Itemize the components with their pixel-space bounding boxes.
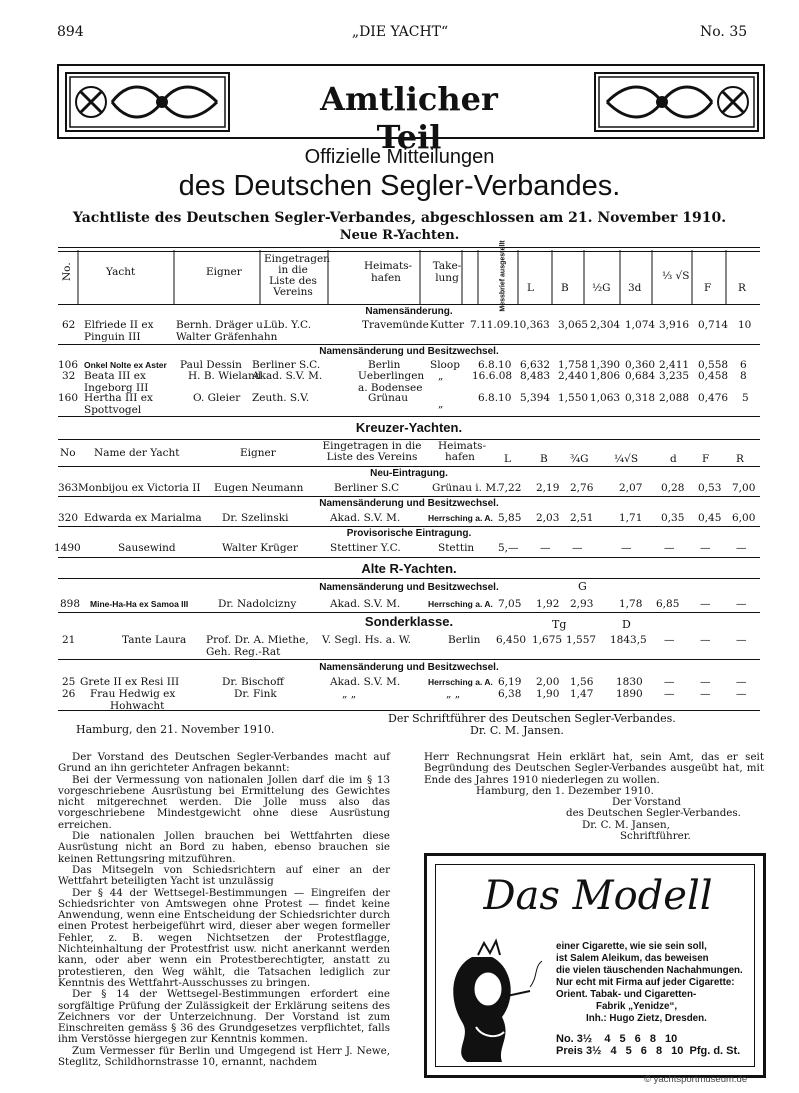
cell: „ bbox=[438, 370, 444, 382]
cell: H. B. Wieland bbox=[188, 370, 262, 382]
cell: Dr. Szelinski bbox=[222, 512, 289, 524]
no-values: 4 5 6 8 10 bbox=[604, 1033, 678, 1045]
paragraph: Der § 14 der Wettsegel-Bestimmungen erfordert eine sorgfältige Prüfung der Zulässigkeit der Erklärung seitens des Zeichners vor der Unterzeichnung. Der Vorstand ist zum Einschreiten gemäss § 36 des Grundgesetzes verpflichtet, falls ihm Verstösse hiergegen zur Kenntnis kommen. bbox=[58, 988, 390, 1046]
cell: 6,450 bbox=[496, 634, 527, 646]
cell: — bbox=[621, 542, 632, 554]
cell: 0,45 bbox=[698, 512, 722, 524]
col-G: ¾G bbox=[570, 453, 589, 465]
cell: Frau Hedwig ex bbox=[90, 688, 176, 700]
cell: Travemünde bbox=[362, 319, 429, 331]
subheading: Namensänderung und Besitzwechsel. bbox=[319, 346, 499, 357]
col-messbrief: Messbrief ausgestellt bbox=[499, 240, 507, 312]
cell: Akad. S.V. M. bbox=[330, 676, 401, 688]
cell: 7,05 bbox=[498, 598, 522, 610]
cell: 1,92 bbox=[536, 598, 560, 610]
cell: 2,19 bbox=[536, 482, 560, 494]
cell: 32 bbox=[62, 370, 76, 382]
col-G: G bbox=[578, 580, 587, 593]
cell: 2,76 bbox=[570, 482, 594, 494]
cell: Onkel Nolte ex Aster bbox=[84, 360, 167, 370]
table-row bbox=[58, 598, 760, 610]
ad-line: einer Cigarette, wie sie sein soll, bbox=[556, 941, 707, 952]
col-takelung: Take-lung bbox=[432, 260, 462, 284]
advertisement bbox=[424, 853, 766, 1078]
preis-values: 4 5 6 8 10 bbox=[610, 1045, 684, 1057]
cell: — bbox=[736, 542, 747, 554]
cell: 7.11.09. bbox=[470, 319, 514, 331]
table-row bbox=[58, 634, 760, 658]
cell: 16.6.08 bbox=[472, 370, 513, 382]
subheading: Namensänderung und Besitzwechsel. bbox=[319, 662, 499, 673]
cell: 1,390 bbox=[590, 359, 621, 371]
table-row bbox=[58, 676, 760, 688]
cell: 0,360 bbox=[625, 359, 656, 371]
cell: 1,78 bbox=[619, 598, 643, 610]
table-row bbox=[58, 512, 760, 524]
table-header-dividers bbox=[58, 250, 760, 304]
cell: 1830 bbox=[616, 676, 643, 688]
cell: — bbox=[700, 634, 711, 646]
col-yacht: Yacht bbox=[106, 266, 136, 278]
sign-name: Dr. C. M. Jansen. bbox=[470, 724, 564, 737]
table-row bbox=[58, 370, 760, 394]
col-G: ½G bbox=[592, 282, 611, 294]
cell: Edwarda ex Marialma bbox=[84, 512, 202, 524]
cell: „ „ bbox=[342, 688, 357, 700]
rule bbox=[58, 526, 760, 527]
cell: 6,632 bbox=[520, 359, 551, 371]
cell: 10,363 bbox=[513, 319, 550, 331]
col-eigner: Eigner bbox=[240, 447, 276, 459]
cell: — bbox=[700, 542, 711, 554]
col-S: ¼√S bbox=[614, 453, 639, 465]
rule bbox=[58, 710, 760, 711]
paragraph: Der Vorstand des Deutschen Segler-Verbandes macht auf Grund an ihn gerichteter Anfragen bekannt: bbox=[58, 751, 390, 775]
cell: 2,088 bbox=[659, 392, 690, 404]
cell: Stettiner Y.C. bbox=[330, 542, 401, 554]
subheading: Namensänderung. bbox=[365, 306, 453, 317]
cell: — bbox=[664, 634, 675, 646]
no-label: No. 3½ bbox=[556, 1033, 593, 1045]
cell: 6,38 bbox=[498, 688, 522, 700]
heading-association: des Deutschen Segler-Verbandes. bbox=[178, 170, 621, 202]
cell: Berlin bbox=[368, 359, 401, 371]
col-3d: 3d bbox=[628, 282, 642, 294]
banner-title: Amtlicher Teil bbox=[320, 80, 498, 156]
col-R: R bbox=[736, 453, 744, 465]
cell: Dr. Fink bbox=[234, 688, 277, 700]
ad-line: Orient. Tabak- und Cigaretten- bbox=[556, 989, 697, 1000]
cell: 7,22 bbox=[498, 482, 522, 494]
cell: Berlin bbox=[448, 634, 481, 646]
section-alte: Alte R-Yachten. bbox=[361, 561, 457, 576]
rule bbox=[58, 557, 760, 558]
cell: „ bbox=[438, 398, 444, 410]
cell: Mine-Ha-Ha ex Samoa III bbox=[90, 599, 189, 609]
cell: Hertha III ex bbox=[84, 392, 153, 404]
cell: — bbox=[736, 598, 747, 610]
cell: 2,51 bbox=[570, 512, 594, 524]
cell: Grete II ex Resi III bbox=[80, 676, 180, 688]
ornament-left-icon bbox=[65, 72, 230, 132]
ornament-right-icon bbox=[594, 72, 759, 132]
cell: Lüb. Y.C. bbox=[264, 319, 312, 331]
col-B: B bbox=[561, 282, 569, 294]
cell: 8 bbox=[740, 370, 747, 382]
ad-title: Das Modell bbox=[483, 873, 713, 919]
cell: — bbox=[664, 688, 675, 700]
cell: 1,90 bbox=[536, 688, 560, 700]
cell: a. Bodensee bbox=[358, 382, 423, 394]
cell: 21 bbox=[62, 634, 76, 646]
ad-line: die vielen täuschenden Nachahmungen. bbox=[556, 965, 743, 976]
cell: 5 bbox=[742, 392, 749, 404]
cell: — bbox=[736, 688, 747, 700]
cell: Stettin bbox=[438, 542, 475, 554]
cell: 2,304 bbox=[590, 319, 621, 331]
cell: Sausewind bbox=[118, 542, 176, 554]
cell: 1,806 bbox=[590, 370, 621, 382]
watermark: © yachtsportmuseum.de bbox=[644, 1074, 748, 1085]
rule bbox=[58, 496, 760, 497]
cell: Herrsching a. A. bbox=[428, 513, 493, 523]
cell: Dr. Bischoff bbox=[222, 676, 284, 688]
cell: 2,411 bbox=[659, 359, 690, 371]
paragraph: Zum Vermesser für Berlin und Umgegend ist Herr J. Newe, Steglitz, Schildhornstrasse 10, ernannt, nachdem bbox=[58, 1044, 390, 1069]
cell: Sloop bbox=[430, 359, 460, 371]
section-kreuzer: Kreuzer-Yachten. bbox=[355, 420, 463, 435]
rule bbox=[58, 612, 760, 613]
col-D: D bbox=[622, 618, 631, 631]
cell: 1,675 bbox=[532, 634, 563, 646]
section-sonder: Sonderklasse. bbox=[364, 614, 454, 629]
cell: 3,235 bbox=[659, 370, 690, 382]
sign-line: Der Vorstand bbox=[612, 796, 681, 809]
cell: — bbox=[572, 542, 583, 554]
cell: Walter Krüger bbox=[222, 542, 298, 554]
cell: 8,483 bbox=[520, 370, 551, 382]
price-unit: Pfg. d. St. bbox=[689, 1045, 741, 1057]
col-name: Name der Yacht bbox=[94, 447, 180, 459]
cell: 6,00 bbox=[732, 512, 756, 524]
cell: 160 bbox=[58, 392, 79, 404]
table-row bbox=[54, 542, 760, 554]
cell: Akad. S.V. M. bbox=[330, 598, 401, 610]
col-no: No. bbox=[61, 262, 73, 281]
cell: — bbox=[736, 634, 747, 646]
subheading: Namensänderung und Besitzwechsel. bbox=[319, 582, 499, 593]
cell: Ueberlingen bbox=[358, 370, 425, 382]
cell: 0,714 bbox=[698, 319, 729, 331]
col-verein: Eingetragen in die Liste des Vereins bbox=[264, 253, 330, 298]
rule bbox=[58, 578, 760, 579]
cell: 3,065 bbox=[558, 319, 589, 331]
rule bbox=[58, 304, 760, 305]
subheading: Neu-Eintragung. bbox=[370, 468, 448, 479]
col-Tg: Tg bbox=[552, 618, 567, 631]
cell: — bbox=[540, 542, 551, 554]
heading-new-r-yachts: Neue R-Yachten. bbox=[339, 228, 460, 243]
woman-smoking-icon bbox=[442, 927, 554, 1067]
cell: 1843,5 bbox=[610, 634, 647, 646]
cell: Prof. Dr. A. Miethe, bbox=[206, 634, 309, 646]
issue-number: No. 35 bbox=[700, 24, 748, 40]
cell: 898 bbox=[60, 598, 81, 610]
cell: 363 bbox=[58, 482, 79, 494]
rule bbox=[58, 659, 760, 660]
table-header bbox=[58, 441, 760, 465]
sign-place: Hamburg, den 21. November 1910. bbox=[76, 723, 275, 736]
page-number: 894 bbox=[57, 24, 84, 40]
cell: Herrsching a. A. bbox=[428, 599, 493, 609]
cell: Spottvogel bbox=[84, 404, 142, 416]
cell: Walter Gräfenhahn bbox=[176, 331, 278, 343]
cell: 2,00 bbox=[536, 676, 560, 688]
ad-line: Nur echt mit Firma auf jeder Cigarette: bbox=[556, 977, 735, 988]
rule bbox=[58, 466, 760, 467]
cell: 1,47 bbox=[570, 688, 594, 700]
cell: Akad. S.V. M. bbox=[330, 512, 401, 524]
cell: Tante Laura bbox=[122, 634, 187, 646]
col-eigner: Eigner bbox=[206, 266, 242, 278]
cell: 10 bbox=[738, 319, 752, 331]
ad-line: Inh.: Hugo Zietz, Dresden. bbox=[586, 1013, 707, 1024]
rule bbox=[58, 416, 760, 417]
cell: — bbox=[700, 688, 711, 700]
cell: Paul Dessin bbox=[180, 359, 242, 371]
cell: 0,53 bbox=[698, 482, 722, 494]
preis-label: Preis 3½ bbox=[556, 1045, 602, 1057]
cell: O. Gleier bbox=[193, 392, 241, 404]
cell: 7,00 bbox=[732, 482, 756, 494]
cell: 0,35 bbox=[661, 512, 685, 524]
heading-official: Offizielle Mitteilungen bbox=[304, 146, 495, 168]
cell: 1,557 bbox=[566, 634, 597, 646]
ad-line: ist Salem Aleikum, das beweisen bbox=[556, 953, 709, 964]
left-column bbox=[58, 752, 390, 1068]
cell: 6,19 bbox=[498, 676, 522, 688]
official-banner bbox=[57, 64, 765, 156]
cell: 0,318 bbox=[625, 392, 656, 404]
col-no: No bbox=[60, 447, 76, 459]
date: Hamburg, den 1. Dezember 1910. bbox=[476, 784, 654, 797]
subheading: Provisorische Eintragung. bbox=[346, 528, 472, 539]
cell: Herrsching a. A. bbox=[428, 677, 493, 687]
cell: 5,394 bbox=[520, 392, 551, 404]
cell: — bbox=[664, 676, 675, 688]
journal-title: „DIE YACHT“ bbox=[351, 24, 449, 40]
col-L: L bbox=[504, 453, 511, 465]
cell: 1,074 bbox=[625, 319, 656, 331]
cell: Akad. S.V. M. bbox=[252, 370, 323, 382]
cell: Hohwacht bbox=[110, 700, 165, 712]
cell: 62 bbox=[62, 319, 76, 331]
cell: 1490 bbox=[54, 542, 81, 554]
cell: 5,85 bbox=[498, 512, 522, 524]
cell: 320 bbox=[58, 512, 79, 524]
cell: Dr. Nadolcizny bbox=[218, 598, 297, 610]
cell: Zeuth. S.V. bbox=[252, 392, 310, 404]
cell: 6.8.10 bbox=[478, 392, 512, 404]
cell: Eugen Neumann bbox=[214, 482, 304, 494]
subheading: Namensänderung und Besitzwechsel. bbox=[319, 498, 499, 509]
col-hafen: Heimats-hafen bbox=[438, 440, 487, 463]
price-table bbox=[556, 1033, 740, 1057]
paragraph: Herr Rechnungsrat Hein erklärt hat, sein Amt, das er seit Begründung des Deutschen Segler-Verbandes ausgeübt hat, mit Ende des Jahres 1910 niederlegen zu wollen. bbox=[424, 751, 764, 786]
paragraph: Die nationalen Jollen brauchen bei Wettfahrten diese Ausrüstung nicht an Bord zu haben, ebenso brauchen sie keinen Rettungsring mitzuführen. bbox=[58, 830, 390, 865]
cell: — bbox=[736, 676, 747, 688]
cell: Grünau bbox=[368, 392, 408, 404]
cell: 0,28 bbox=[661, 482, 685, 494]
cell: 0,458 bbox=[698, 370, 729, 382]
cell: 1,550 bbox=[558, 392, 589, 404]
col-R: R bbox=[738, 282, 746, 294]
ad-frame bbox=[435, 864, 755, 1067]
cell: 0,558 bbox=[698, 359, 729, 371]
paragraph: Der § 44 der Wettsegel-Bestimmungen — Eingreifen der Schiedsrichter von Amtswegen ohne Protest — findet keine Anwendung, wenn eine Entscheidung der Schiedsrichter durch einen Protest herbeigeführt wird, dieser aber wegen formeller Fehler, z. B. wegen Nichtsetzen der Protestflagge, Nichteinhaltung der Protestfrist usw. nicht anerkannt werden kann, oder aber wenn ein Protestberechtigter, anstatt zu protestieren, den Weg wählt, die Tatsachen lediglich zur Kenntnis des Wettfahrt-Ausschusses zu bringen. bbox=[58, 886, 390, 989]
cell: 5,— bbox=[498, 542, 519, 554]
col-L: L bbox=[527, 282, 534, 294]
cell: 2,03 bbox=[536, 512, 560, 524]
cell: Monbijou ex Victoria II bbox=[78, 482, 201, 494]
rule bbox=[58, 344, 760, 345]
cell: Beata III ex bbox=[84, 370, 146, 382]
sign-line: Schriftführer. bbox=[620, 830, 691, 843]
col-F: F bbox=[702, 453, 710, 465]
cell: 25 bbox=[62, 676, 76, 688]
heading-yachtlist: Yachtliste des Deutschen Segler-Verbandes, abgeschlossen am 21. November 1910. bbox=[72, 210, 727, 226]
cell: Geh. Reg.-Rat bbox=[206, 646, 281, 658]
sign-line: Dr. C. M. Jansen, bbox=[582, 818, 670, 831]
table-row bbox=[58, 392, 760, 416]
col-S: ⅓ √S bbox=[662, 270, 690, 282]
ad-text bbox=[556, 941, 756, 1025]
cell: Kutter bbox=[430, 319, 465, 331]
col-d: d bbox=[670, 453, 677, 465]
col-verein: Eingetragen in die Liste des Vereins bbox=[322, 440, 422, 463]
sign-line: des Deutschen Segler-Verbandes. bbox=[566, 807, 741, 820]
cell: 1,71 bbox=[619, 512, 643, 524]
col-hafen: Heimats-hafen bbox=[364, 260, 413, 284]
cell: Pinguin III bbox=[84, 331, 141, 343]
cell: Berliner S.C bbox=[334, 482, 400, 494]
cell: 1,56 bbox=[570, 676, 594, 688]
cell: 106 bbox=[58, 359, 79, 371]
col-F: F bbox=[704, 282, 712, 294]
cell: Bernh. Dräger u. bbox=[176, 319, 267, 331]
paragraph: Das Mitsegeln von Schiedsrichtern auf einer an der Wettfahrt beteiligten Yacht ist unzulässig bbox=[58, 863, 390, 888]
table-row bbox=[58, 319, 760, 345]
cell: — bbox=[700, 598, 711, 610]
cell: — bbox=[664, 542, 675, 554]
right-column bbox=[424, 752, 764, 842]
cell: Elfriede II ex bbox=[84, 319, 154, 331]
cell: Grünau i. M. bbox=[432, 482, 500, 494]
cell: Ingeborg III bbox=[84, 382, 149, 394]
cell: V. Segl. Hs. a. W. bbox=[322, 634, 412, 646]
cell: 2,440 bbox=[558, 370, 589, 382]
cell: 6,85 bbox=[656, 598, 680, 610]
cell: 1,758 bbox=[558, 359, 589, 371]
col-B: B bbox=[540, 453, 548, 465]
cell: 2,07 bbox=[619, 482, 643, 494]
cell: „ „ bbox=[446, 688, 461, 700]
cell: 1890 bbox=[616, 688, 643, 700]
cell: 26 bbox=[62, 688, 76, 700]
cell: 6.8.10 bbox=[478, 359, 512, 371]
ad-line: Fabrik „Yenidze“, bbox=[596, 1001, 678, 1012]
paragraph: Bei der Vermessung von nationalen Jollen darf die im § 13 vorgeschriebene Ausrüstung bei Ermittelung des Gewichtes nicht mitgerechnet werden. Die Jolle muss also das vorgeschriebene Mindestgewicht ohne diese Ausrüstung erreichen. bbox=[58, 773, 390, 831]
cell: 0,476 bbox=[698, 392, 729, 404]
cell: — bbox=[700, 676, 711, 688]
cell: Berliner S.C. bbox=[252, 359, 321, 371]
cell: 2,93 bbox=[570, 598, 594, 610]
cell: 1,063 bbox=[590, 392, 621, 404]
cell: 6 bbox=[740, 359, 747, 371]
sign-role: Der Schriftführer des Deutschen Segler-Verbandes. bbox=[388, 712, 676, 725]
table-row bbox=[58, 688, 760, 712]
table-row bbox=[58, 482, 760, 494]
cell: 0,684 bbox=[625, 370, 656, 382]
cell: 3,916 bbox=[659, 319, 690, 331]
